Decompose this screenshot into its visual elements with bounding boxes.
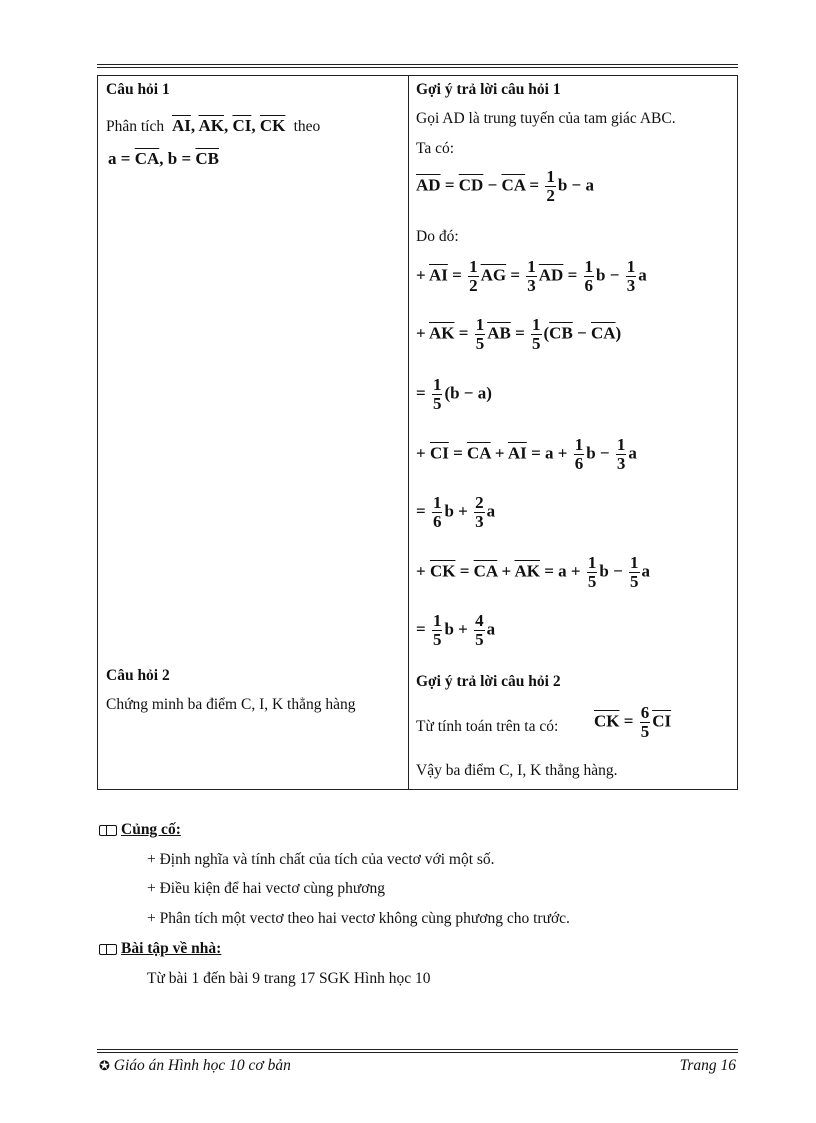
equation-1: $\overline{AD} = \overline{CD} - \overline{CA}$ = $\frac{1}{2}$ b − a xyxy=(416,167,594,205)
vec-ai: $\overline{AI}$ xyxy=(172,116,191,135)
equation-2: + $\overline{AI}$ = $\frac{1}{2}$ $\overline{AG}$ = $\frac{1}{3}$ $\overline{AD}$ = $\frac{1}{6}$ b − $\frac{1}{3}$ a xyxy=(416,257,647,295)
equation-6: = $\frac{1}{6}$ b + $\frac{2}{3}$ a xyxy=(416,493,496,531)
footer-rule xyxy=(97,1049,738,1053)
answer-2-line-1: Từ tính toán trên ta có: xyxy=(416,718,559,735)
answer-1-line-1: Gọi AD là trung tuyến của tam giác ABC. xyxy=(416,110,676,127)
cungco-heading xyxy=(99,821,181,839)
column-divider xyxy=(408,76,409,789)
answer-1-title: Gợi ý trả lời câu hỏi 1 xyxy=(416,81,561,98)
equation-8: = $\frac{1}{5}$ b + $\frac{4}{5}$ a xyxy=(416,611,496,649)
right-column xyxy=(416,76,732,789)
header-rule xyxy=(97,64,738,68)
footer-left xyxy=(99,1057,291,1075)
equation-9: $\overline{CK}$ = $\frac{6}{5}$ $\overline{CI}$ xyxy=(594,703,672,741)
cungco-item-2: + Điều kiện để hai vectơ cùng phương xyxy=(147,880,385,897)
answer-2-title: Gợi ý trả lời câu hỏi 2 xyxy=(416,673,561,690)
answer-1-line-2: Ta có: xyxy=(416,140,455,157)
equation-4: = $\frac{1}{5}$ (b − a) xyxy=(416,375,492,413)
content-table xyxy=(97,75,738,790)
cungco-item-3: + Phân tích một vectơ theo hai vectơ không cùng phương cho trước. xyxy=(147,910,570,927)
question-1-basis: $a = \overline{CA}$, $b = \overline{CB}$ xyxy=(108,149,220,168)
question-1-theo: theo xyxy=(293,118,321,135)
question-2-text: Chứng minh ba điểm C, I, K thẳng hàng xyxy=(106,696,356,713)
vec-ak: $\overline{AK}$ xyxy=(198,116,224,135)
answer-1-line-3: Do đó: xyxy=(416,228,459,245)
book-icon xyxy=(99,944,117,955)
baitap-title: Bài tập về nhà: xyxy=(121,940,222,957)
flower-icon: ✪ xyxy=(99,1058,110,1073)
question-1-text xyxy=(106,116,320,136)
question-1-vectors: $\overline{AI}$, $\overline{AK}$, $\overline{CI}$, $\overline{CK}$ xyxy=(172,116,286,135)
footer-page: Trang 16 xyxy=(679,1057,736,1074)
cungco-title: Củng cố: xyxy=(121,821,181,838)
left-column xyxy=(106,76,401,789)
vec-ck: $\overline{CK}$ xyxy=(259,116,286,135)
question-1-title: Câu hỏi 1 xyxy=(106,81,170,98)
equation-5: + $\overline{CI} = \overline{CA} + \overline{AI} = a$ + $\frac{1}{6}$ b − $\frac{1}{3}$ a xyxy=(416,435,637,473)
cungco-item-1: + Định nghĩa và tính chất của tích của vectơ với một số. xyxy=(147,851,495,868)
equation-7: + $\overline{CK} = \overline{CA} + \overline{AK} = a$ + $\frac{1}{5}$ b − $\frac{1}{5}$ a xyxy=(416,553,651,591)
answer-2-line-2: Vậy ba điểm C, I, K thẳng hàng. xyxy=(416,762,618,779)
equation-3: + $\overline{AK}$ = $\frac{1}{5}$ $\overline{AB}$ = $\frac{1}{5}$ $(\overline{CB} - \overline{CA})$ xyxy=(416,315,622,353)
question-1-label: Phân tích xyxy=(106,118,165,135)
vec-ci: $\overline{CI}$ xyxy=(232,116,252,135)
baitap-text: Từ bài 1 đến bài 9 trang 17 SGK Hình học 10 xyxy=(147,970,431,987)
question-2-title: Câu hỏi 2 xyxy=(106,667,170,684)
book-icon xyxy=(99,825,117,836)
baitap-heading xyxy=(99,940,221,958)
footer-title: Giáo án Hình học 10 cơ bản xyxy=(113,1057,291,1074)
